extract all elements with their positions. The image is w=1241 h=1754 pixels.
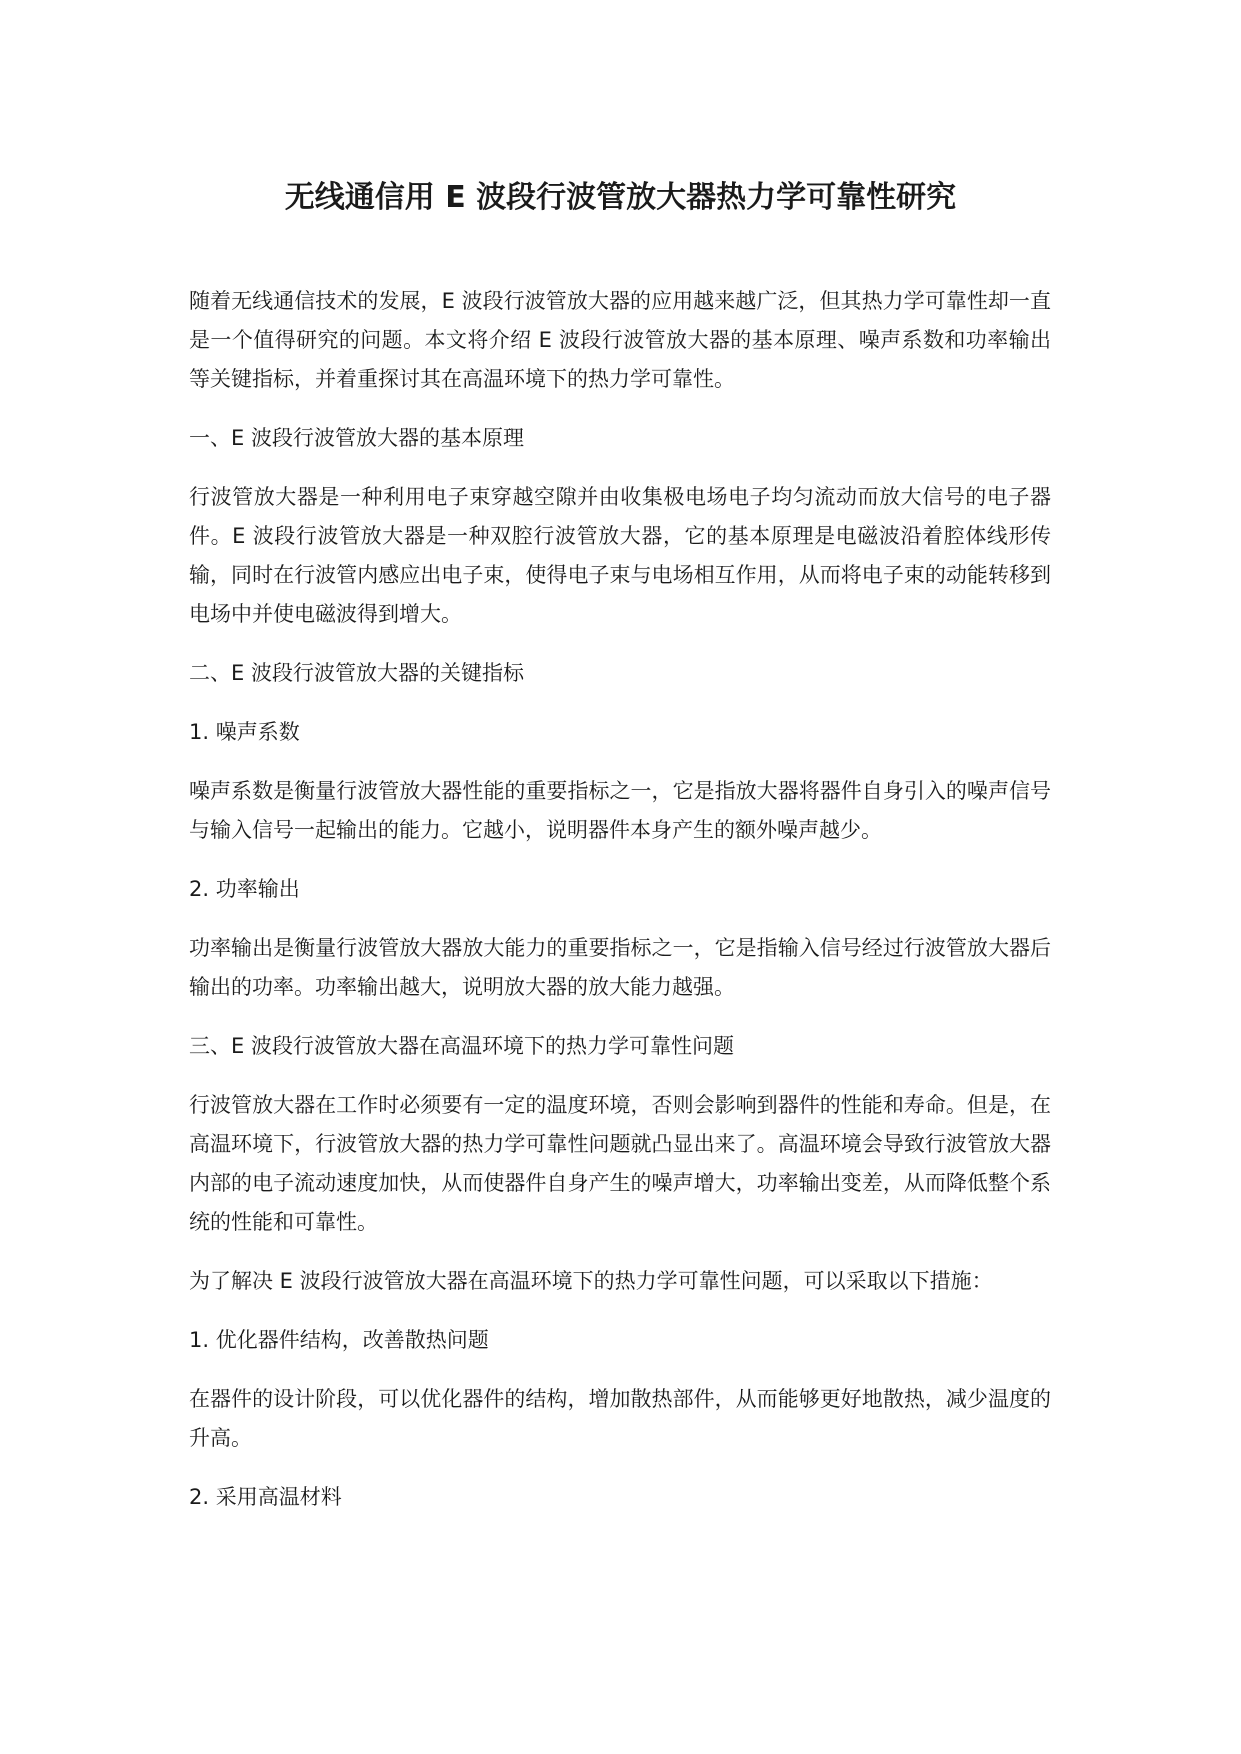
document-body — [189, 282, 1051, 1537]
document-title: 无线通信用 E 波段行波管放大器热力学可靠性研究 — [284, 180, 957, 215]
noise-figure-paragraph: 噪声系数是衡量行波管放大器性能的重要指标之一，它是指放大器将器件自身引入的噪声信号与输入信号一起输出的能力。它越小，说明器件本身产生的额外噪声越少。 — [189, 779, 1051, 842]
section-3-paragraph: 行波管放大器在工作时必须要有一定的温度环境，否则会影响到器件的性能和寿命。但是，在高温环境下，行波管放大器的热力学可靠性问题就凸显出来了。高温环境会导致行波管放大器内部的电子流动速度加快，从而使器件自身产生的噪声增大，功率输出变差，从而降低整个系统的性能和可靠性。 — [189, 1093, 1051, 1234]
subheading-power-output: 2. 功率输出 — [189, 877, 300, 901]
measure-1-heading: 1. 优化器件结构，改善散热问题 — [189, 1328, 489, 1352]
power-output-paragraph: 功率输出是衡量行波管放大器放大能力的重要指标之一，它是指输入信号经过行波管放大器后输出的功率。功率输出越大，说明放大器的放大能力越强。 — [189, 936, 1051, 999]
measure-1-paragraph: 在器件的设计阶段，可以优化器件的结构，增加散热部件，从而能够更好地散热，减少温度的升高。 — [189, 1387, 1051, 1450]
section-heading-1: 一、E 波段行波管放大器的基本原理 — [189, 426, 524, 450]
section-1-paragraph: 行波管放大器是一种利用电子束穿越空隙并由收集极电场电子均匀流动而放大信号的电子器件。E 波段行波管放大器是一种双腔行波管放大器，它的基本原理是电磁波沿着腔体线形传输，同时在行波管内感应出电子束，使得电子束与电场相互作用，从而将电子束的动能转移到电场中并使电磁波得到增大。 — [189, 485, 1051, 626]
section-heading-3: 三、E 波段行波管放大器在高温环境下的热力学可靠性问题 — [189, 1034, 734, 1058]
intro-paragraph: 随着无线通信技术的发展，E 波段行波管放大器的应用越来越广泛，但其热力学可靠性却一直是一个值得研究的问题。本文将介绍 E 波段行波管放大器的基本原理、噪声系数和功率输出等关键指标，并着重探讨其在高温环境下的热力学可靠性。 — [189, 289, 1051, 391]
subheading-noise-figure: 1. 噪声系数 — [189, 720, 300, 744]
measure-2-heading: 2. 采用高温材料 — [189, 1485, 342, 1509]
measures-intro-paragraph: 为了解决 E 波段行波管放大器在高温环境下的热力学可靠性问题，可以采取以下措施： — [189, 1269, 993, 1293]
section-heading-2: 二、E 波段行波管放大器的关键指标 — [189, 661, 524, 685]
